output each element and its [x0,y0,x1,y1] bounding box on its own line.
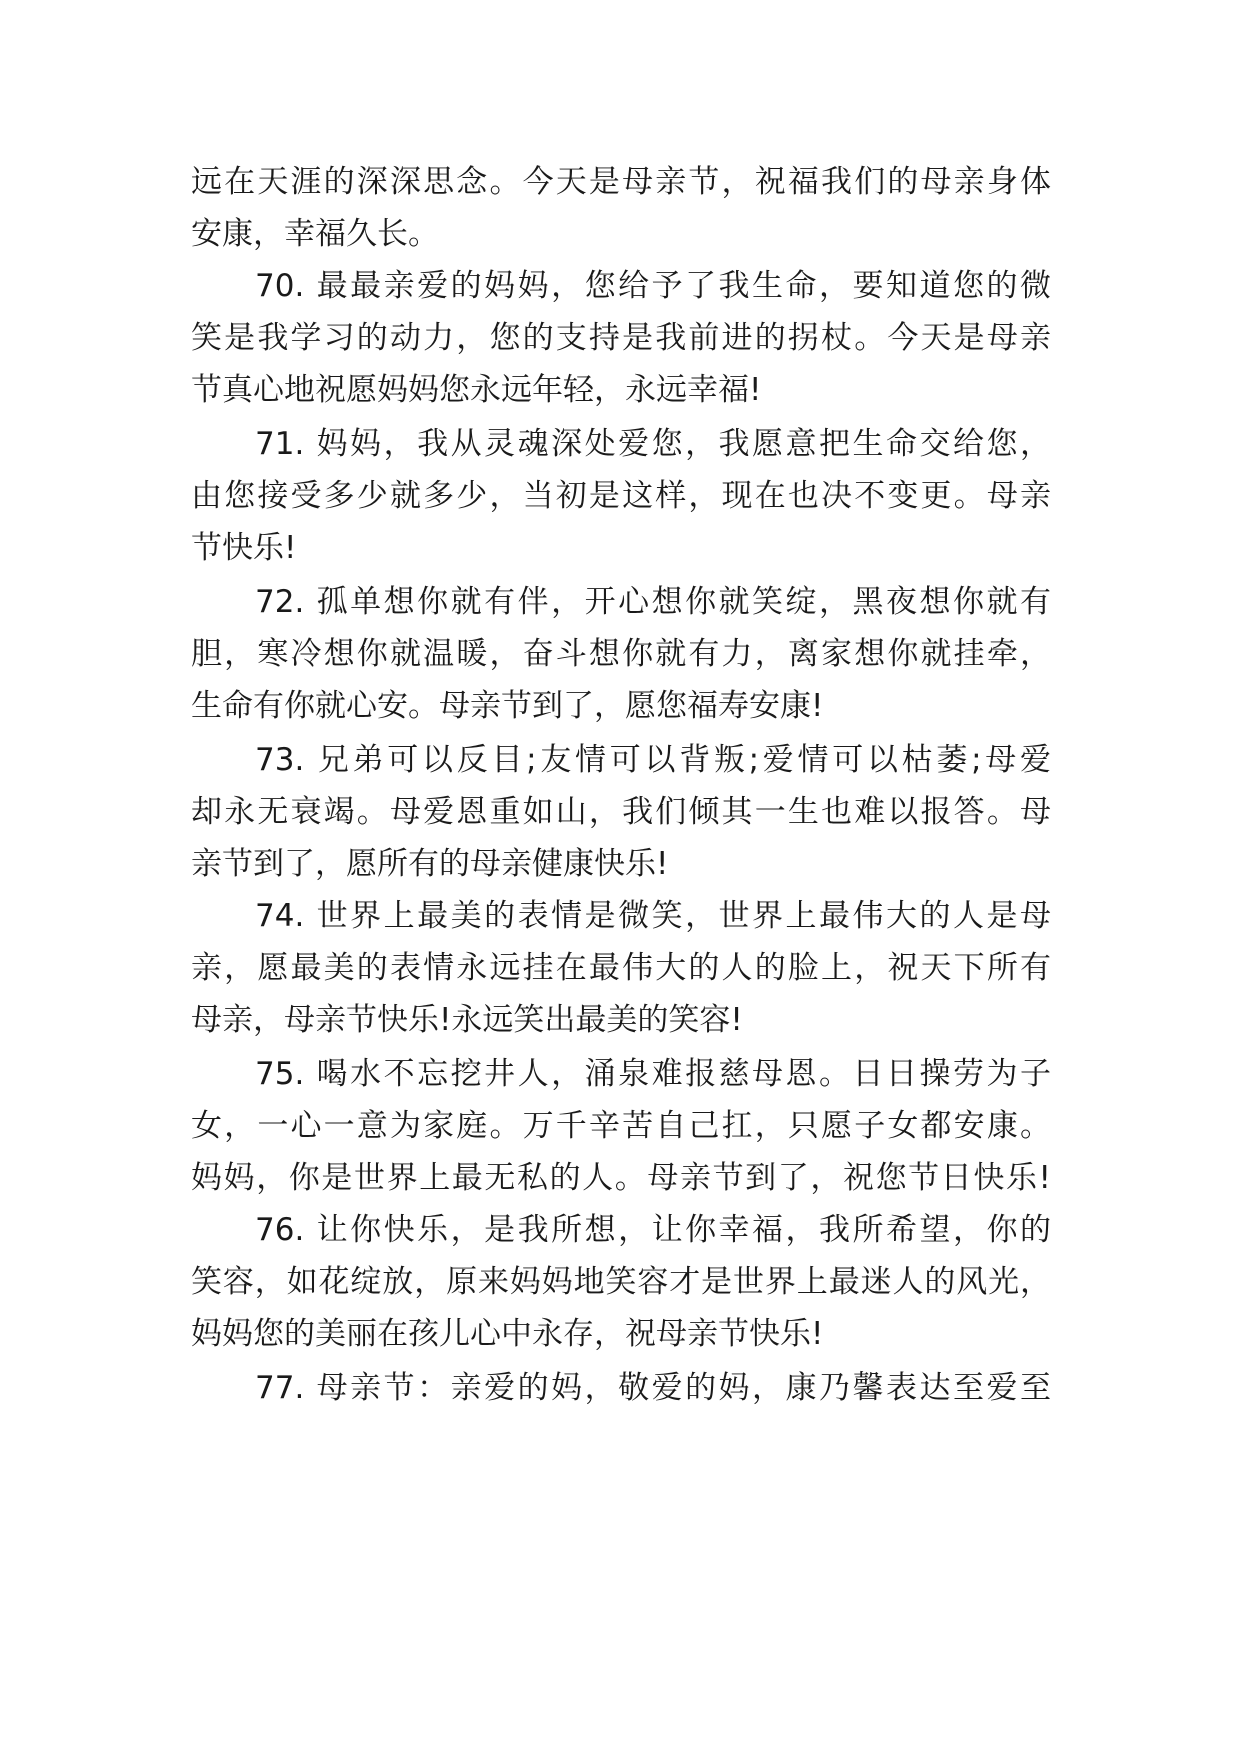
text-line: 71. 妈妈，我从灵魂深处爱您，我愿意把生命交给您， [255,426,1051,462]
text-line: 妈妈您的美丽在孩儿心中永存，祝母亲节快乐! [191,1316,824,1352]
text-line: 妈妈，你是世界上最无私的人。母亲节到了，祝您节日快乐! [191,1160,1051,1196]
text-line: 70. 最最亲爱的妈妈，您给予了我生命，要知道您的微 [255,268,1051,304]
text-line: 远在天涯的深深思念。今天是母亲节，祝福我们的母亲身体 [191,164,1051,200]
text-line: 笑容，如花绽放，原来妈妈地笑容才是世界上最迷人的风光， [191,1264,1051,1300]
text-line: 77. 母亲节：亲爱的妈，敬爱的妈，康乃馨表达至爱至 [255,1370,1051,1406]
text-line: 74. 世界上最美的表情是微笑，世界上最伟大的人是母 [255,898,1051,934]
text-line: 73. 兄弟可以反目;友情可以背叛;爱情可以枯萎;母爱 [255,742,1051,778]
text-line: 却永无衰竭。母爱恩重如山，我们倾其一生也难以报答。母 [191,794,1051,830]
text-line: 胆，寒冷想你就温暖，奋斗想你就有力，离家想你就挂牵， [191,636,1051,672]
text-line: 亲节到了，愿所有的母亲健康快乐! [191,846,669,882]
text-line: 笑是我学习的动力，您的支持是我前进的拐杖。今天是母亲 [191,320,1051,356]
text-line: 节真心地祝愿妈妈您永远年轻，永远幸福! [191,372,762,408]
text-line: 安康，幸福久长。 [191,216,439,252]
text-line: 女，一心一意为家庭。万千辛苦自己扛，只愿子女都安康。 [191,1108,1051,1144]
text-line: 由您接受多少就多少，当初是这样，现在也决不变更。母亲 [191,478,1051,514]
text-line: 生命有你就心安。母亲节到了，愿您福寿安康! [191,688,824,724]
text-line: 亲，愿最美的表情永远挂在最伟大的人的脸上，祝天下所有 [191,950,1051,986]
text-line: 72. 孤单想你就有伴，开心想你就笑绽，黑夜想你就有 [255,584,1051,620]
text-line: 75. 喝水不忘挖井人，涌泉难报慈母恩。日日操劳为子 [255,1056,1051,1092]
text-line: 节快乐! [191,530,297,566]
text-line: 76. 让你快乐，是我所想，让你幸福，我所希望，你的 [255,1212,1051,1248]
text-line: 母亲，母亲节快乐!永远笑出最美的笑容! [191,1002,743,1038]
